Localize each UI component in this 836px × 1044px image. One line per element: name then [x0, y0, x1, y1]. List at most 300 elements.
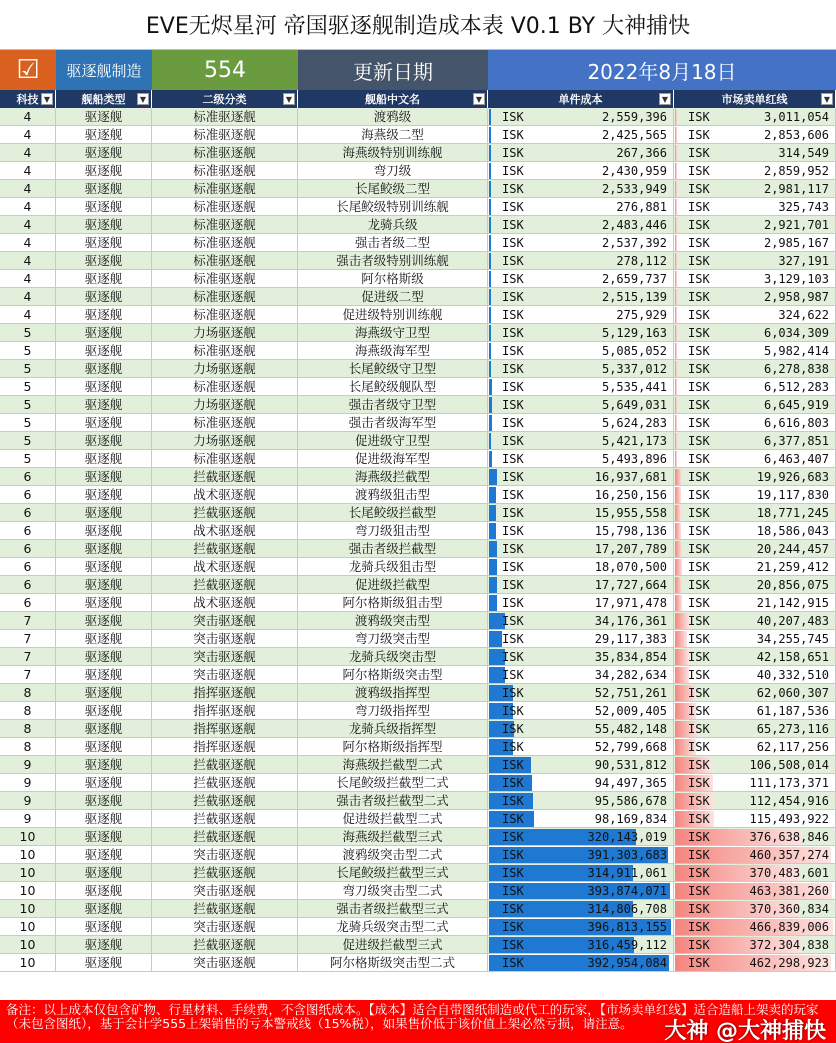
table-row[interactable]	[0, 468, 836, 486]
tech-level-cell[interactable]: 5	[0, 342, 56, 360]
subclass-cell[interactable]: 战术驱逐舰	[152, 486, 298, 504]
ship-name-cell[interactable]: 强击者级拦截型二式	[298, 792, 488, 810]
unit-cost-cell[interactable]	[488, 396, 674, 414]
table-row[interactable]	[0, 720, 836, 738]
unit-cost-cell[interactable]	[488, 522, 674, 540]
market-redline-cell[interactable]	[674, 846, 836, 864]
ship-type-cell[interactable]: 驱逐舰	[56, 432, 152, 450]
ship-name-cell[interactable]: 长尾鲛级拦截型三式	[298, 864, 488, 882]
table-row[interactable]	[0, 306, 836, 324]
ship-type-cell[interactable]: 驱逐舰	[56, 576, 152, 594]
ship-name-cell[interactable]: 海燕级海军型	[298, 342, 488, 360]
ship-type-cell[interactable]: 驱逐舰	[56, 360, 152, 378]
table-row[interactable]	[0, 918, 836, 936]
table-row[interactable]	[0, 414, 836, 432]
subclass-cell[interactable]: 标准驱逐舰	[152, 108, 298, 126]
subclass-cell[interactable]: 力场驱逐舰	[152, 432, 298, 450]
ship-type-cell[interactable]: 驱逐舰	[56, 648, 152, 666]
table-row[interactable]	[0, 180, 836, 198]
subclass-cell[interactable]: 标准驱逐舰	[152, 126, 298, 144]
market-redline-cell[interactable]	[674, 612, 836, 630]
subclass-cell[interactable]: 拦截驱逐舰	[152, 828, 298, 846]
market-redline-cell[interactable]	[674, 324, 836, 342]
table-row[interactable]	[0, 846, 836, 864]
table-row[interactable]	[0, 630, 836, 648]
ship-type-cell[interactable]: 驱逐舰	[56, 162, 152, 180]
tech-level-cell[interactable]: 4	[0, 270, 56, 288]
ship-type-cell[interactable]: 驱逐舰	[56, 234, 152, 252]
ship-name-cell[interactable]: 龙骑兵级狙击型	[298, 558, 488, 576]
subclass-cell[interactable]: 突击驱逐舰	[152, 846, 298, 864]
table-row[interactable]	[0, 810, 836, 828]
market-redline-cell[interactable]	[674, 144, 836, 162]
ship-name-cell[interactable]: 渡鸦级指挥型	[298, 684, 488, 702]
tech-level-cell[interactable]: 8	[0, 684, 56, 702]
market-redline-cell[interactable]	[674, 792, 836, 810]
unit-cost-cell[interactable]	[488, 126, 674, 144]
header-market-redline[interactable]	[674, 90, 836, 108]
unit-cost-cell[interactable]	[488, 450, 674, 468]
tech-level-cell[interactable]: 5	[0, 378, 56, 396]
ship-type-cell[interactable]: 驱逐舰	[56, 684, 152, 702]
ship-name-cell[interactable]: 长尾鲛级拦截型	[298, 504, 488, 522]
ship-name-cell[interactable]: 海燕级特别训练舰	[298, 144, 488, 162]
unit-cost-cell[interactable]	[488, 288, 674, 306]
header-ship-name[interactable]	[298, 90, 488, 108]
filter-dropdown-icon[interactable]: ▼	[41, 93, 53, 105]
subclass-cell[interactable]: 标准驱逐舰	[152, 288, 298, 306]
ship-name-cell[interactable]: 龙骑兵级突击型	[298, 648, 488, 666]
unit-cost-cell[interactable]	[488, 162, 674, 180]
subclass-cell[interactable]: 标准驱逐舰	[152, 144, 298, 162]
unit-cost-cell[interactable]	[488, 954, 674, 972]
subclass-cell[interactable]: 标准驱逐舰	[152, 378, 298, 396]
ship-name-cell[interactable]: 促进级特别训练舰	[298, 306, 488, 324]
subclass-cell[interactable]: 战术驱逐舰	[152, 558, 298, 576]
ship-type-cell[interactable]: 驱逐舰	[56, 450, 152, 468]
unit-cost-cell[interactable]	[488, 648, 674, 666]
market-redline-cell[interactable]	[674, 648, 836, 666]
subclass-cell[interactable]: 标准驱逐舰	[152, 252, 298, 270]
ship-type-cell[interactable]: 驱逐舰	[56, 666, 152, 684]
ship-type-cell[interactable]: 驱逐舰	[56, 702, 152, 720]
market-redline-cell[interactable]	[674, 216, 836, 234]
ship-type-cell[interactable]: 驱逐舰	[56, 216, 152, 234]
market-redline-cell[interactable]	[674, 738, 836, 756]
ship-type-cell[interactable]: 驱逐舰	[56, 828, 152, 846]
ship-name-cell[interactable]: 长尾鲛级拦截型二式	[298, 774, 488, 792]
ship-name-cell[interactable]: 海燕级拦截型三式	[298, 828, 488, 846]
unit-cost-cell[interactable]	[488, 342, 674, 360]
ship-name-cell[interactable]: 渡鸦级狙击型	[298, 486, 488, 504]
tech-level-cell[interactable]: 4	[0, 198, 56, 216]
subclass-cell[interactable]: 指挥驱逐舰	[152, 720, 298, 738]
ship-name-cell[interactable]: 强击者级拦截型	[298, 540, 488, 558]
table-row[interactable]	[0, 828, 836, 846]
table-row[interactable]	[0, 774, 836, 792]
tech-level-cell[interactable]: 10	[0, 882, 56, 900]
unit-cost-cell[interactable]	[488, 360, 674, 378]
tech-level-cell[interactable]: 6	[0, 540, 56, 558]
market-redline-cell[interactable]	[674, 702, 836, 720]
tech-level-cell[interactable]: 8	[0, 702, 56, 720]
unit-cost-cell[interactable]	[488, 684, 674, 702]
filter-dropdown-icon[interactable]: ▼	[821, 93, 833, 105]
market-redline-cell[interactable]	[674, 810, 836, 828]
market-redline-cell[interactable]	[674, 432, 836, 450]
market-redline-cell[interactable]	[674, 828, 836, 846]
table-row[interactable]	[0, 936, 836, 954]
tech-level-cell[interactable]: 6	[0, 468, 56, 486]
subclass-cell[interactable]: 拦截驱逐舰	[152, 792, 298, 810]
ship-name-cell[interactable]: 弯刀级狙击型	[298, 522, 488, 540]
unit-cost-cell[interactable]	[488, 558, 674, 576]
table-row[interactable]	[0, 576, 836, 594]
tech-level-cell[interactable]: 5	[0, 324, 56, 342]
tech-level-cell[interactable]: 8	[0, 738, 56, 756]
table-row[interactable]	[0, 594, 836, 612]
subclass-cell[interactable]: 拦截驱逐舰	[152, 540, 298, 558]
table-row[interactable]	[0, 162, 836, 180]
ship-name-cell[interactable]: 长尾鲛级二型	[298, 180, 488, 198]
subclass-cell[interactable]: 指挥驱逐舰	[152, 684, 298, 702]
ship-name-cell[interactable]: 弯刀级指挥型	[298, 702, 488, 720]
table-row[interactable]	[0, 198, 836, 216]
ship-name-cell[interactable]: 强击者级特别训练舰	[298, 252, 488, 270]
unit-cost-cell[interactable]	[488, 882, 674, 900]
subclass-cell[interactable]: 突击驱逐舰	[152, 954, 298, 972]
ship-name-cell[interactable]: 龙骑兵级	[298, 216, 488, 234]
unit-cost-cell[interactable]	[488, 198, 674, 216]
tech-level-cell[interactable]: 4	[0, 288, 56, 306]
ship-type-cell[interactable]: 驱逐舰	[56, 486, 152, 504]
market-redline-cell[interactable]	[674, 936, 836, 954]
market-redline-cell[interactable]	[674, 468, 836, 486]
tech-level-cell[interactable]: 9	[0, 774, 56, 792]
ship-name-cell[interactable]: 阿尔格斯级突击型二式	[298, 954, 488, 972]
market-redline-cell[interactable]	[674, 180, 836, 198]
subclass-cell[interactable]: 战术驱逐舰	[152, 594, 298, 612]
subclass-cell[interactable]: 标准驱逐舰	[152, 216, 298, 234]
market-redline-cell[interactable]	[674, 630, 836, 648]
subclass-cell[interactable]: 指挥驱逐舰	[152, 738, 298, 756]
ship-type-cell[interactable]: 驱逐舰	[56, 918, 152, 936]
unit-cost-cell[interactable]	[488, 792, 674, 810]
ship-name-cell[interactable]: 强击者级拦截型三式	[298, 900, 488, 918]
tech-level-cell[interactable]: 4	[0, 306, 56, 324]
tech-level-cell[interactable]: 4	[0, 180, 56, 198]
ship-name-cell[interactable]: 阿尔格斯级狙击型	[298, 594, 488, 612]
tech-level-cell[interactable]: 9	[0, 792, 56, 810]
ship-type-cell[interactable]: 驱逐舰	[56, 594, 152, 612]
market-redline-cell[interactable]	[674, 306, 836, 324]
subclass-cell[interactable]: 标准驱逐舰	[152, 198, 298, 216]
table-row[interactable]	[0, 108, 836, 126]
ship-type-cell[interactable]: 驱逐舰	[56, 342, 152, 360]
subclass-cell[interactable]: 拦截驱逐舰	[152, 504, 298, 522]
header-ship-type[interactable]	[56, 90, 152, 108]
ship-type-cell[interactable]: 驱逐舰	[56, 936, 152, 954]
ship-type-cell[interactable]: 驱逐舰	[56, 612, 152, 630]
unit-cost-cell[interactable]	[488, 270, 674, 288]
ship-type-cell[interactable]: 驱逐舰	[56, 324, 152, 342]
subclass-cell[interactable]: 拦截驱逐舰	[152, 576, 298, 594]
table-row[interactable]	[0, 756, 836, 774]
tech-level-cell[interactable]: 4	[0, 252, 56, 270]
unit-cost-cell[interactable]	[488, 216, 674, 234]
tech-level-cell[interactable]: 4	[0, 144, 56, 162]
tech-level-cell[interactable]: 10	[0, 954, 56, 972]
ship-name-cell[interactable]: 弯刀级突击型二式	[298, 882, 488, 900]
market-redline-cell[interactable]	[674, 396, 836, 414]
ship-name-cell[interactable]: 长尾鲛级舰队型	[298, 378, 488, 396]
ship-name-cell[interactable]: 长尾鲛级守卫型	[298, 360, 488, 378]
subclass-cell[interactable]: 标准驱逐舰	[152, 342, 298, 360]
ship-type-cell[interactable]: 驱逐舰	[56, 108, 152, 126]
tech-level-cell[interactable]: 7	[0, 648, 56, 666]
unit-cost-cell[interactable]	[488, 540, 674, 558]
tech-level-cell[interactable]: 6	[0, 576, 56, 594]
ship-type-cell[interactable]: 驱逐舰	[56, 720, 152, 738]
table-row[interactable]	[0, 144, 836, 162]
subclass-cell[interactable]: 指挥驱逐舰	[152, 702, 298, 720]
unit-cost-cell[interactable]	[488, 144, 674, 162]
subclass-cell[interactable]: 拦截驱逐舰	[152, 774, 298, 792]
ship-name-cell[interactable]: 阿尔格斯级指挥型	[298, 738, 488, 756]
unit-cost-cell[interactable]	[488, 846, 674, 864]
unit-cost-cell[interactable]	[488, 486, 674, 504]
table-row[interactable]	[0, 666, 836, 684]
tech-level-cell[interactable]: 4	[0, 108, 56, 126]
tech-level-cell[interactable]: 6	[0, 486, 56, 504]
ship-type-cell[interactable]: 驱逐舰	[56, 756, 152, 774]
market-redline-cell[interactable]	[674, 162, 836, 180]
ship-name-cell[interactable]: 促进级拦截型	[298, 576, 488, 594]
ship-type-cell[interactable]: 驱逐舰	[56, 846, 152, 864]
subclass-cell[interactable]: 战术驱逐舰	[152, 522, 298, 540]
tech-level-cell[interactable]: 9	[0, 756, 56, 774]
subclass-cell[interactable]: 拦截驱逐舰	[152, 900, 298, 918]
table-row[interactable]	[0, 216, 836, 234]
tech-level-cell[interactable]: 5	[0, 432, 56, 450]
unit-cost-cell[interactable]	[488, 432, 674, 450]
subclass-cell[interactable]: 拦截驱逐舰	[152, 810, 298, 828]
ship-name-cell[interactable]: 龙骑兵级突击型二式	[298, 918, 488, 936]
ship-name-cell[interactable]: 海燕级守卫型	[298, 324, 488, 342]
checkbox-icon[interactable]: ☑	[0, 50, 56, 90]
market-redline-cell[interactable]	[674, 864, 836, 882]
subclass-cell[interactable]: 力场驱逐舰	[152, 324, 298, 342]
table-row[interactable]	[0, 432, 836, 450]
ship-type-cell[interactable]: 驱逐舰	[56, 864, 152, 882]
subclass-cell[interactable]: 拦截驱逐舰	[152, 468, 298, 486]
filter-dropdown-icon[interactable]: ▼	[659, 93, 671, 105]
tech-level-cell[interactable]: 7	[0, 630, 56, 648]
ship-type-cell[interactable]: 驱逐舰	[56, 270, 152, 288]
ship-name-cell[interactable]: 促进级拦截型三式	[298, 936, 488, 954]
market-redline-cell[interactable]	[674, 954, 836, 972]
table-row[interactable]	[0, 234, 836, 252]
ship-type-cell[interactable]: 驱逐舰	[56, 954, 152, 972]
tech-level-cell[interactable]: 8	[0, 720, 56, 738]
unit-cost-cell[interactable]	[488, 576, 674, 594]
unit-cost-cell[interactable]	[488, 468, 674, 486]
table-row[interactable]	[0, 252, 836, 270]
table-row[interactable]	[0, 324, 836, 342]
tech-level-cell[interactable]: 10	[0, 900, 56, 918]
table-row[interactable]	[0, 558, 836, 576]
subclass-cell[interactable]: 突击驱逐舰	[152, 612, 298, 630]
tech-level-cell[interactable]: 5	[0, 360, 56, 378]
market-redline-cell[interactable]	[674, 576, 836, 594]
table-row[interactable]	[0, 702, 836, 720]
market-redline-cell[interactable]	[674, 594, 836, 612]
subclass-cell[interactable]: 标准驱逐舰	[152, 414, 298, 432]
header-tech[interactable]	[0, 90, 56, 108]
subclass-cell[interactable]: 力场驱逐舰	[152, 396, 298, 414]
ship-name-cell[interactable]: 海燕级拦截型二式	[298, 756, 488, 774]
subclass-cell[interactable]: 标准驱逐舰	[152, 162, 298, 180]
ship-type-cell[interactable]: 驱逐舰	[56, 504, 152, 522]
tech-level-cell[interactable]: 5	[0, 396, 56, 414]
tech-level-cell[interactable]: 5	[0, 450, 56, 468]
subclass-cell[interactable]: 标准驱逐舰	[152, 306, 298, 324]
market-redline-cell[interactable]	[674, 900, 836, 918]
market-redline-cell[interactable]	[674, 666, 836, 684]
subclass-cell[interactable]: 突击驱逐舰	[152, 918, 298, 936]
ship-name-cell[interactable]: 促进级二型	[298, 288, 488, 306]
subclass-cell[interactable]: 力场驱逐舰	[152, 360, 298, 378]
unit-cost-cell[interactable]	[488, 504, 674, 522]
table-row[interactable]	[0, 864, 836, 882]
ship-type-cell[interactable]: 驱逐舰	[56, 558, 152, 576]
unit-cost-cell[interactable]	[488, 324, 674, 342]
ship-type-cell[interactable]: 驱逐舰	[56, 126, 152, 144]
ship-type-cell[interactable]: 驱逐舰	[56, 522, 152, 540]
tech-level-cell[interactable]: 6	[0, 594, 56, 612]
subclass-cell[interactable]: 突击驱逐舰	[152, 882, 298, 900]
ship-name-cell[interactable]: 龙骑兵级指挥型	[298, 720, 488, 738]
tech-level-cell[interactable]: 6	[0, 522, 56, 540]
table-row[interactable]	[0, 648, 836, 666]
unit-cost-cell[interactable]	[488, 918, 674, 936]
ship-type-cell[interactable]: 驱逐舰	[56, 810, 152, 828]
market-redline-cell[interactable]	[674, 108, 836, 126]
tech-level-cell[interactable]: 9	[0, 810, 56, 828]
subclass-cell[interactable]: 标准驱逐舰	[152, 234, 298, 252]
market-redline-cell[interactable]	[674, 126, 836, 144]
unit-cost-cell[interactable]	[488, 810, 674, 828]
unit-cost-cell[interactable]	[488, 720, 674, 738]
unit-cost-cell[interactable]	[488, 900, 674, 918]
tech-level-cell[interactable]: 7	[0, 612, 56, 630]
tech-level-cell[interactable]: 6	[0, 504, 56, 522]
market-redline-cell[interactable]	[674, 234, 836, 252]
subclass-cell[interactable]: 标准驱逐舰	[152, 270, 298, 288]
table-row[interactable]	[0, 342, 836, 360]
tech-level-cell[interactable]: 6	[0, 558, 56, 576]
tech-level-cell[interactable]: 5	[0, 414, 56, 432]
table-row[interactable]	[0, 486, 836, 504]
unit-cost-cell[interactable]	[488, 630, 674, 648]
market-redline-cell[interactable]	[674, 684, 836, 702]
ship-type-cell[interactable]: 驱逐舰	[56, 414, 152, 432]
unit-cost-cell[interactable]	[488, 702, 674, 720]
market-redline-cell[interactable]	[674, 540, 836, 558]
table-row[interactable]	[0, 450, 836, 468]
ship-type-cell[interactable]: 驱逐舰	[56, 180, 152, 198]
ship-type-cell[interactable]: 驱逐舰	[56, 540, 152, 558]
tech-level-cell[interactable]: 7	[0, 666, 56, 684]
table-row[interactable]	[0, 360, 836, 378]
tech-level-cell[interactable]: 4	[0, 234, 56, 252]
subclass-cell[interactable]: 突击驱逐舰	[152, 648, 298, 666]
market-redline-cell[interactable]	[674, 252, 836, 270]
unit-cost-cell[interactable]	[488, 306, 674, 324]
unit-cost-cell[interactable]	[488, 828, 674, 846]
ship-name-cell[interactable]: 海燕级二型	[298, 126, 488, 144]
market-redline-cell[interactable]	[674, 288, 836, 306]
ship-name-cell[interactable]: 海燕级拦截型	[298, 468, 488, 486]
unit-cost-cell[interactable]	[488, 756, 674, 774]
unit-cost-cell[interactable]	[488, 234, 674, 252]
ship-type-cell[interactable]: 驱逐舰	[56, 774, 152, 792]
market-redline-cell[interactable]	[674, 414, 836, 432]
market-redline-cell[interactable]	[674, 342, 836, 360]
ship-name-cell[interactable]: 促进级守卫型	[298, 432, 488, 450]
unit-cost-cell[interactable]	[488, 774, 674, 792]
table-row[interactable]	[0, 738, 836, 756]
unit-cost-cell[interactable]	[488, 864, 674, 882]
table-row[interactable]	[0, 522, 836, 540]
ship-name-cell[interactable]: 促进级拦截型二式	[298, 810, 488, 828]
table-row[interactable]	[0, 288, 836, 306]
ship-type-cell[interactable]: 驱逐舰	[56, 198, 152, 216]
subclass-cell[interactable]: 拦截驱逐舰	[152, 936, 298, 954]
ship-type-cell[interactable]: 驱逐舰	[56, 882, 152, 900]
tech-level-cell[interactable]: 10	[0, 864, 56, 882]
ship-name-cell[interactable]: 渡鸦级突击型二式	[298, 846, 488, 864]
filter-dropdown-icon[interactable]: ▼	[137, 93, 149, 105]
ship-type-cell[interactable]: 驱逐舰	[56, 252, 152, 270]
market-redline-cell[interactable]	[674, 720, 836, 738]
subclass-cell[interactable]: 拦截驱逐舰	[152, 756, 298, 774]
unit-cost-cell[interactable]	[488, 414, 674, 432]
market-redline-cell[interactable]	[674, 756, 836, 774]
tech-level-cell[interactable]: 10	[0, 828, 56, 846]
table-row[interactable]	[0, 270, 836, 288]
market-redline-cell[interactable]	[674, 378, 836, 396]
table-row[interactable]	[0, 954, 836, 972]
market-redline-cell[interactable]	[674, 918, 836, 936]
tech-level-cell[interactable]: 10	[0, 936, 56, 954]
table-row[interactable]	[0, 540, 836, 558]
unit-cost-cell[interactable]	[488, 108, 674, 126]
table-row[interactable]	[0, 612, 836, 630]
subclass-cell[interactable]: 标准驱逐舰	[152, 180, 298, 198]
market-redline-cell[interactable]	[674, 504, 836, 522]
table-row[interactable]	[0, 900, 836, 918]
ship-type-cell[interactable]: 驱逐舰	[56, 468, 152, 486]
market-redline-cell[interactable]	[674, 360, 836, 378]
ship-type-cell[interactable]: 驱逐舰	[56, 900, 152, 918]
tech-level-cell[interactable]: 10	[0, 846, 56, 864]
ship-name-cell[interactable]: 强击者级海军型	[298, 414, 488, 432]
ship-type-cell[interactable]: 驱逐舰	[56, 288, 152, 306]
ship-type-cell[interactable]: 驱逐舰	[56, 306, 152, 324]
ship-type-cell[interactable]: 驱逐舰	[56, 378, 152, 396]
subclass-cell[interactable]: 突击驱逐舰	[152, 666, 298, 684]
